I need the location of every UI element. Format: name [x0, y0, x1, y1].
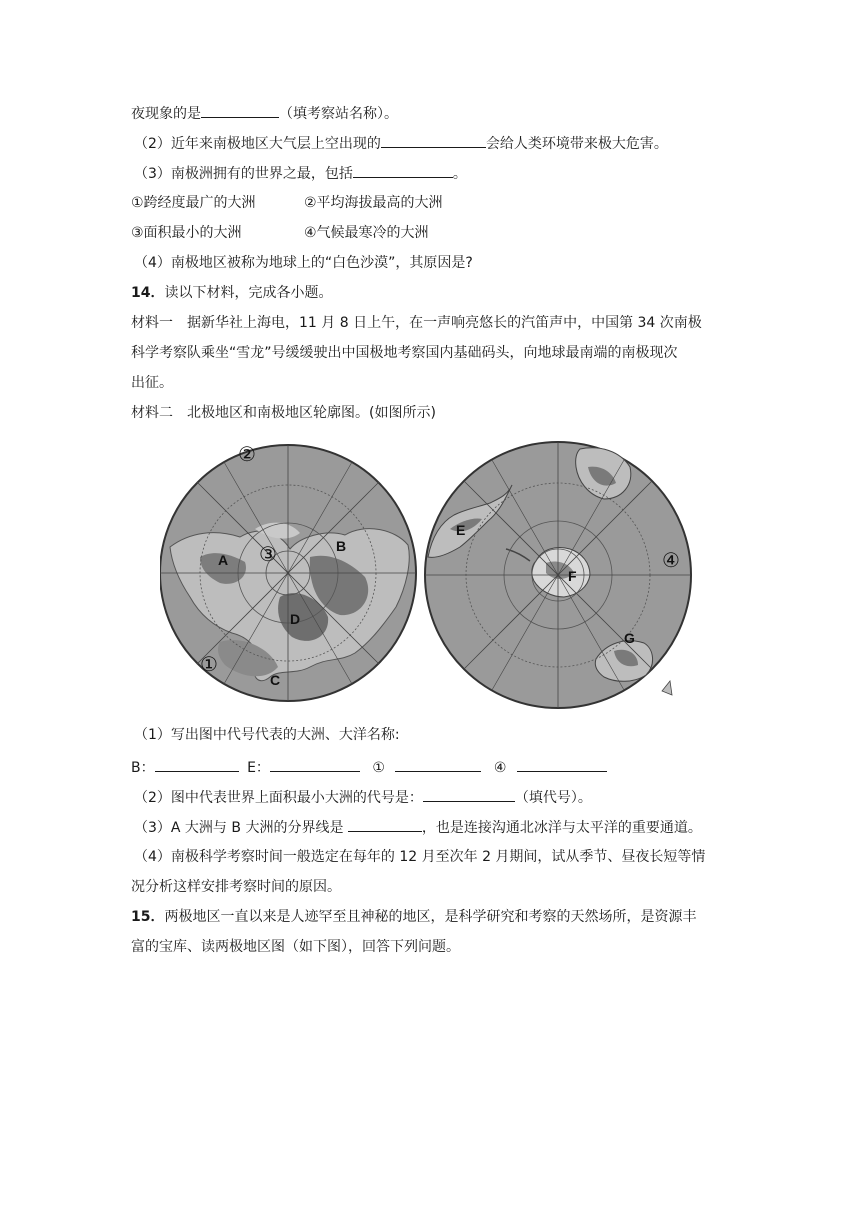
answer-blank[interactable] [201, 103, 279, 118]
answer-label-E: E： [247, 760, 270, 776]
map-label-B: B [336, 538, 347, 554]
q13-p2-suffix: 会给人类环境带来极大危害。 [485, 136, 668, 152]
map-label-G: G [624, 630, 635, 646]
q13-p3-prefix: （3）南极洲拥有的世界之最，包括 [134, 166, 353, 182]
q14-stem [131, 283, 332, 303]
q15-line1 [131, 907, 696, 927]
q13-part4: （4）南极地区被称为地球上的“白色沙漠”，其原因是? [134, 255, 473, 271]
q13-part3 [134, 163, 467, 184]
q14-sub3 [134, 817, 702, 838]
q14-s2-prefix: （2）图中代表世界上面积最小大洲的代号是： [134, 790, 423, 806]
q15-number: 15． [131, 909, 165, 925]
q14-material1-line2: 科学考察队乘坐“雪龙”号缓缓驶出中国极地考察国内基础码头，向地球最南端的南极现次 [131, 345, 678, 361]
q13-options-row1 [131, 193, 443, 213]
q14-stem-text: 读以下材料，完成各小题。 [164, 285, 333, 301]
map-label-C: C [270, 672, 281, 688]
answer-blank-4[interactable] [517, 757, 607, 772]
q13-part2 [134, 133, 668, 154]
q13-option-1: ①跨经度最广的大洲 [131, 195, 256, 211]
q14-material2: 材料二 北极地区和南极地区轮廓图。(如图所示) [131, 405, 436, 421]
q13-option-3: ③面积最小的大洲 [131, 225, 242, 241]
answer-blank[interactable] [353, 163, 453, 178]
q14-material1-line1: 材料一 据新华社上海电，11 月 8 日上午，在一声响亮悠长的汽笛声中，中国第 34 次南极 [131, 315, 702, 331]
answer-blank[interactable] [381, 133, 486, 148]
polar-maps-figure [160, 437, 700, 709]
answer-label-1: ① [372, 760, 385, 776]
q13-p3-suffix: 。 [452, 166, 467, 182]
q14-number: 14． [131, 285, 165, 301]
q14-s3-prefix: （3）A 大洲与 B 大洲的分界线是 [134, 820, 348, 836]
answer-blank[interactable] [348, 817, 422, 832]
map-label-circle-4: ④ [662, 548, 680, 572]
q14-sub1-answers [131, 757, 607, 778]
map-label-D: D [290, 611, 301, 627]
q14-sub4-line2: 况分析这样安排考察时间的原因。 [131, 879, 341, 895]
q14-sub2 [134, 787, 592, 808]
q14-sub1: （1）写出图中代号代表的大洲、大洋名称: [134, 727, 400, 743]
north-polar-map [160, 442, 416, 701]
map-label-A: A [218, 552, 229, 568]
map-label-circle-1: ① [200, 652, 218, 676]
q14-material1-line3: 出征。 [131, 375, 173, 391]
q15-line1-text: 两极地区一直以来是人迹罕至且神秘的地区，是科学研究和考察的天然场所，是资源丰 [164, 909, 697, 925]
q13-top-line [131, 103, 398, 124]
south-polar-map [425, 442, 691, 708]
answer-label-B: B： [131, 760, 155, 776]
q13-option-4: ④气候最寒冷的大洲 [304, 225, 429, 241]
answer-blank-1[interactable] [395, 757, 481, 772]
q15-line2: 富的宝库、读两极地区图（如下图），回答下列问题。 [131, 939, 460, 955]
answer-blank-E[interactable] [270, 757, 360, 772]
q14-s3-suffix: ，也是连接沟通北冰洋与太平洋的重要通道。 [421, 820, 702, 836]
q13-top-text: 夜现象的是 [131, 106, 201, 122]
q13-top-suffix: （填考察站名称）。 [279, 106, 398, 122]
answer-blank[interactable] [423, 787, 515, 802]
map-label-E: E [456, 522, 466, 538]
map-label-circle-3: ③ [259, 542, 277, 566]
q14-sub4-line1: （4）南极科学考察时间一般选定在每年的 12 月至次年 2 月期间，试从季节、昼夜长短等情 [134, 849, 706, 865]
map-label-circle-2: ② [238, 442, 256, 466]
q14-s2-suffix: （填代号）。 [514, 790, 592, 806]
q13-options-row2 [131, 223, 429, 243]
map-label-F: F [568, 568, 577, 584]
q13-p2-prefix: （2）近年来南极地区大气层上空出现的 [134, 136, 381, 152]
q13-option-2: ②平均海拔最高的大洲 [304, 195, 443, 211]
answer-blank-B[interactable] [155, 757, 239, 772]
answer-label-4: ④ [493, 760, 507, 776]
